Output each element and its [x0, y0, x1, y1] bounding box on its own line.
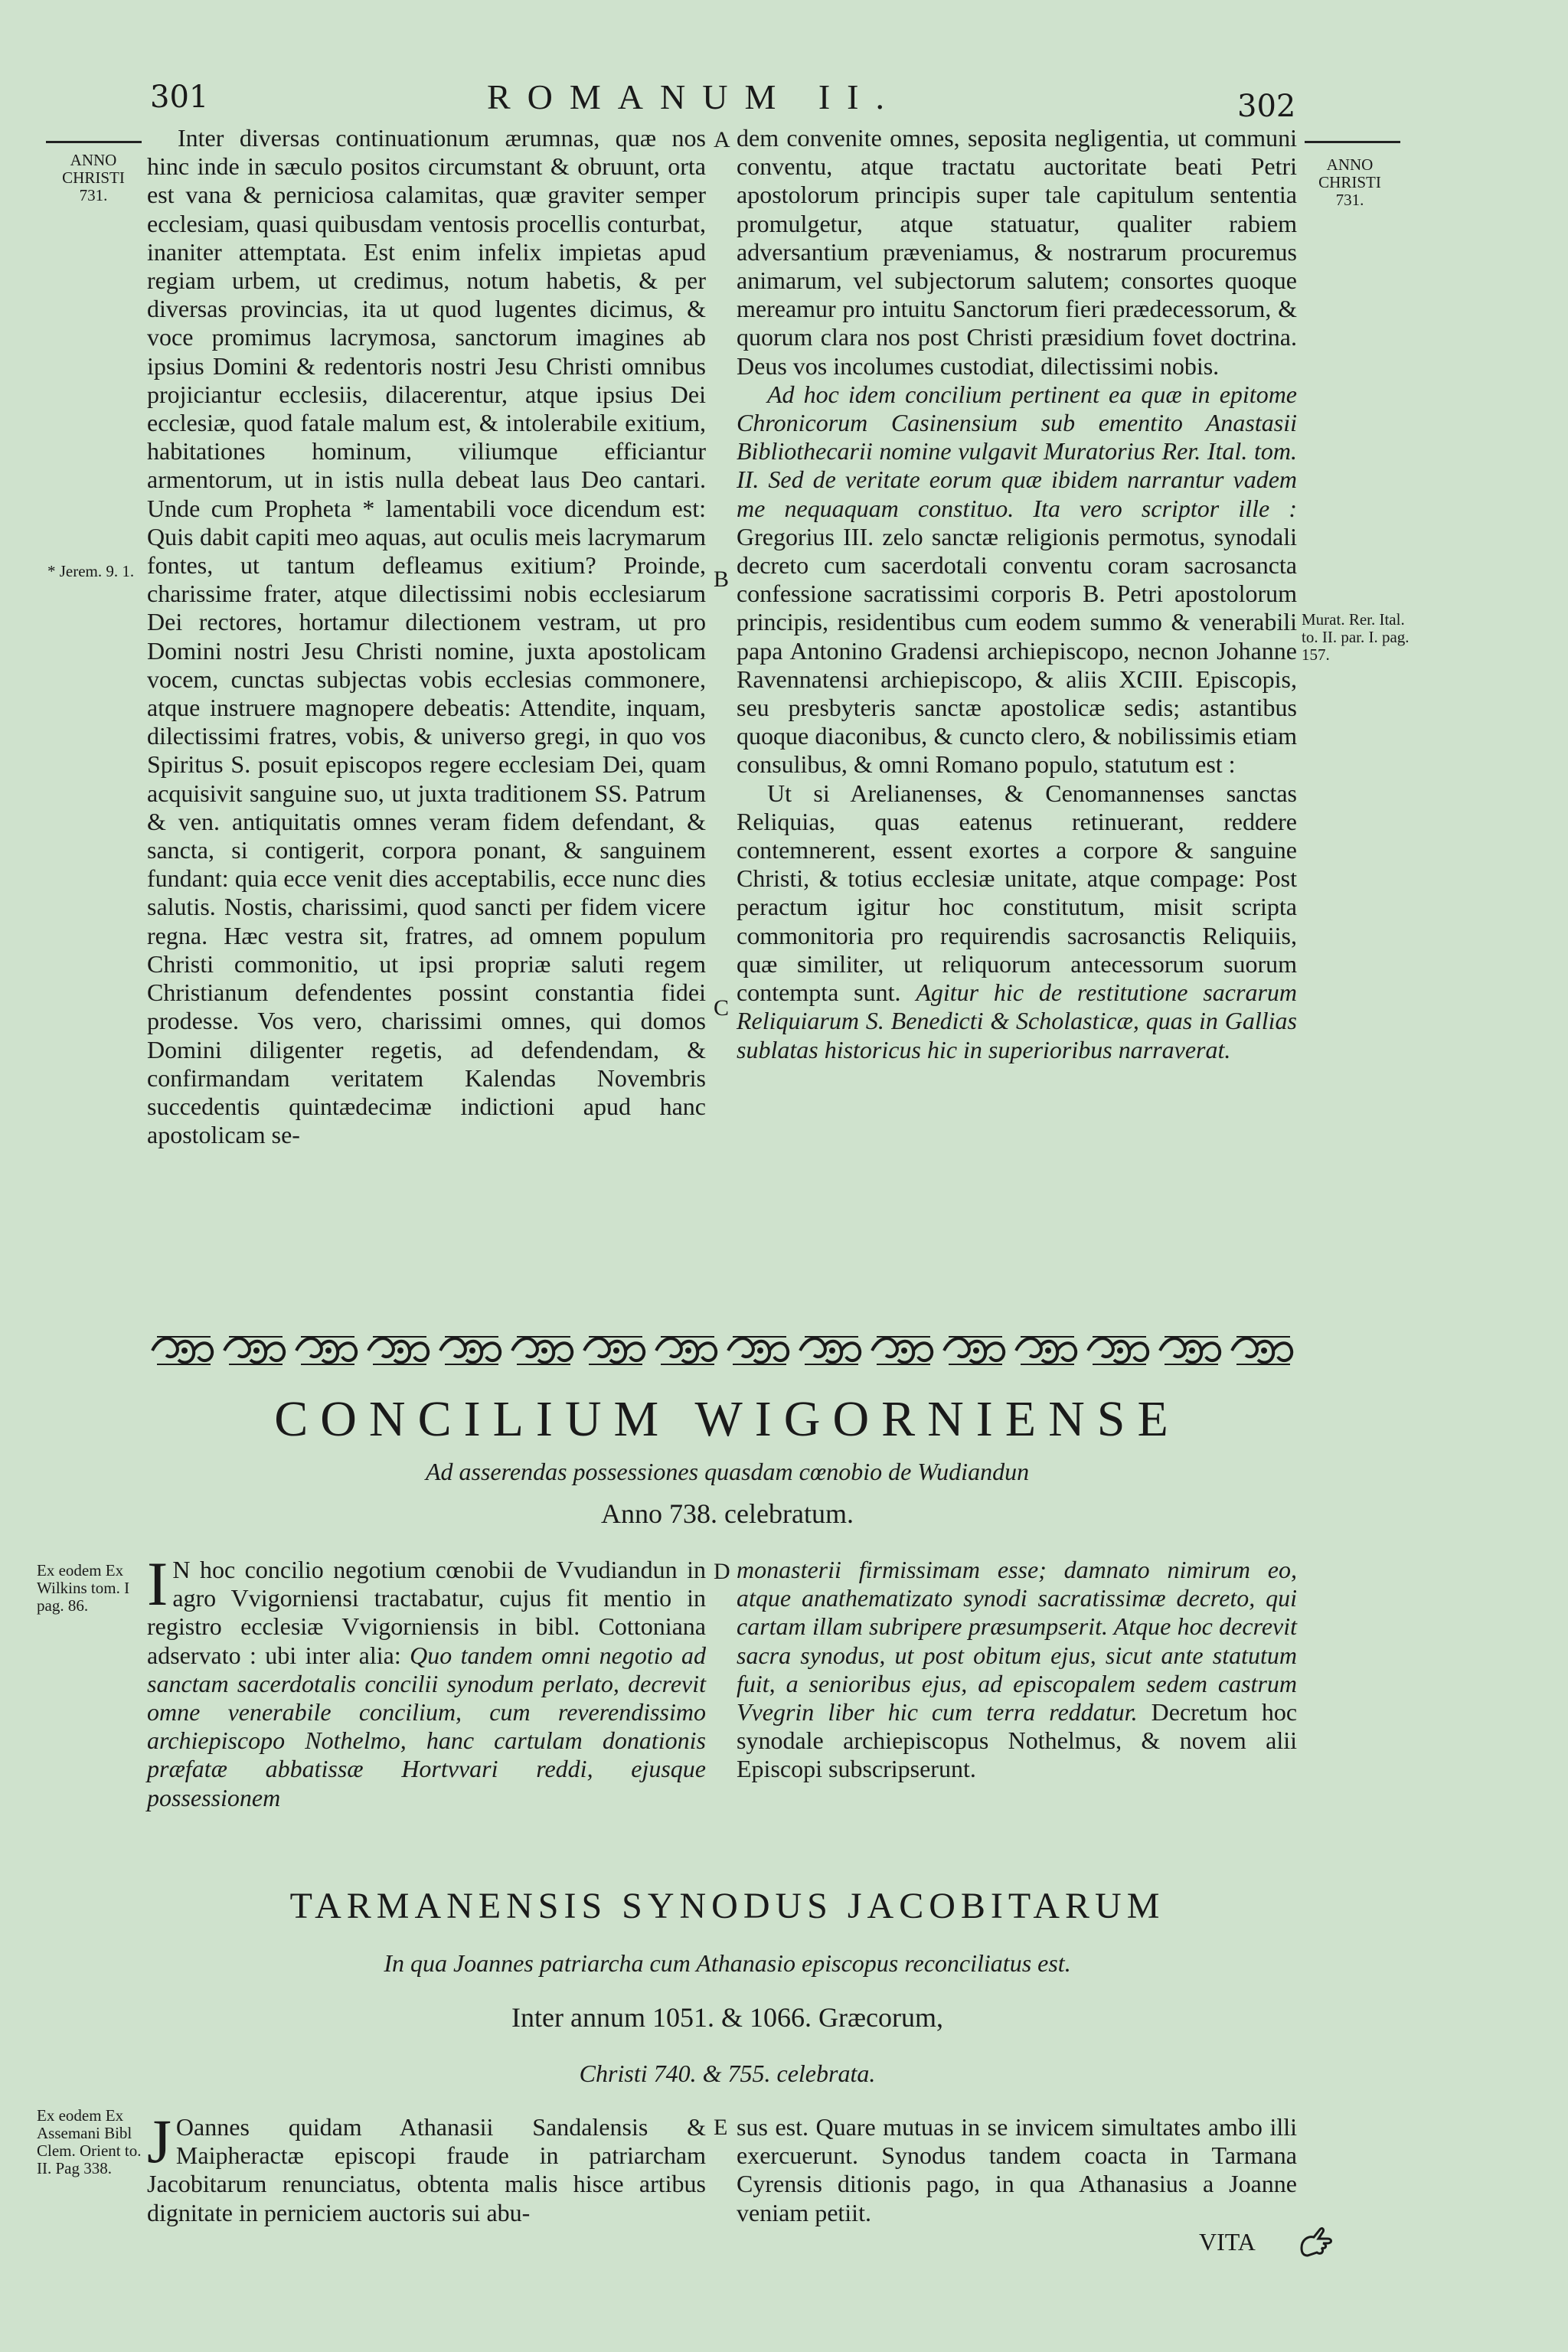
section1-right-quote: monasterii firmissimam esse; damnato nimirum eo, atque anathematizato synodi sacratissimæ decreto, qui cartam illam subripere præsumpserit. Atque hoc decrevit sacra synodus, ut post obitum ejus, sicut ante statutum fuit, a senioribus ejus, ad episcopalem sedem castrum Vvegrin liber hic cum terra reddatur. [737, 1556, 1297, 1726]
marker-d: D [714, 1559, 730, 1584]
section1-left-column [147, 1549, 707, 1812]
margin-jerem: * Jerem. 9. 1. [47, 562, 135, 580]
section2-year-christi: Christi 740. & 755. celebrata. [579, 2060, 876, 2087]
left-column-text: Inter diversas continuationum ærumnas, quæ nos hinc inde in sæculo positos circumstant & obruunt, orta est vana & perniciosa calamitas, quæ graviter semper ecclesiam, quasi quibusdam ventosis procellis conturbat, inaniter attemptata. Est enim infelix impietas apud regiam urbem, ut credimus, notum habetis, & per diversas provincias, ita ut quod lugentes dicimus, & voce promimus lacrymosa, sanctorum imagines ab ipsius Domini & redentoris nostri Jesu Christi omnibus projiciantur ecclesiis, dilacerentur, atque ipsius Dei ecclesiæ, quod fatale malum est, & intolerabile exitium, habitationes hominum, viliumque efficiantur armentorum, ut in istis nulla debeat laus Deo cantari. Unde cum Propheta * lamentabili voce dicendum est: Quis dabit capiti meo aquas, aut oculis meis lacrymarum fontes, ut tantum defleamus exitium? Proinde, charissime frater, atque dilectissimi nobis ecclesiarum Dei rectores, hortamur dilectionem vestram, ut pro Domini nostri Jesu Christi nomine, juxta apostolicam vocem, cunctas subjectas vobis ecclesias commonere, atque instruere magnopere debeatis: Attendite, inquam, dilectissimi fratres, vobis, & universo gregi, in quo vos Spiritus S. posuit episcopos regere ecclesiam Dei, quam acquisivit sanguine suo, ut juxta traditionem SS. Patrum & ven. antiquitatis omnes veram fidem defendant, & sancta, si contigerit, corpora ponant, & sanguinem fundant: quia ecce venit dies acceptabilis, ecce nunc dies salutis. Nostis, charissimi, quod sancti per fidem vicere regna. Hæc vestra sit, fratres, ad omnem populum Christi commonitio, ut ipsi propriæ saluti regem Christianum defendentes possint constantia fidei prodesse. Vos vero, charissimi omnes, qui domos Domini diligenter regetis, ad defendendam, & confirmandam veritatem Kalendas Novembris succedentis quintædecimæ indictioni apud hanc apostolicam se- [147, 124, 706, 1149]
drop-capital-i: I [147, 1549, 168, 1619]
section2-subtitle: In qua Joannes patriarcha cum Athanasio episcopus reconciliatus est. [384, 1949, 1071, 1977]
margin-wilkins: Ex eodem Ex Wilkins tom. I pag. 86. [37, 1561, 130, 1615]
section1-right-column [737, 1556, 1297, 1784]
section2-title: TARMANENSIS SYNODUS JACOBITARUM [289, 1886, 1165, 1926]
section1-left-text: N hoc concilio negotium cœnobii de Vvudiandun in agro Vvigorniensi tractabatur, cujus fit mentio in registro ecclesiæ Vvigorniensis in bibl. Cottoniana adservato : ubi inter alia: [147, 1556, 706, 1669]
page-number-left: 301 [150, 80, 209, 115]
marker-c: C [714, 995, 730, 1021]
fleuron-band-icon [149, 1331, 1298, 1370]
margin-rule-right [1305, 141, 1400, 143]
section2-left-text: Oannes quidam Athanasii Sandalensis & Maipheractæ episcopi fraude in patriarcham Jacobitarum renunciatus, obtenta malis hisce artibus dignitate in perniciem auctoris sui abu- [147, 2113, 706, 2226]
section2-year-range: Inter annum 1051. & 1066. Græcorum, [511, 2002, 943, 2033]
right-column-p1: dem convenite omnes, seposita negligentia, ut communi conventu, atque tractatu auctoritate beati Petri apostolorum principis super tale capitulum sententia promulgetur, atque statuatur, qualiter rabiem adversantium præveniamus, & nostrarum procuremus animarum, vel subjectorum salutem; consortes quoque mereamur pro intuitu Sanctorum fieri prædecessorum, & quorum clara nos post Christi præsidium fovet doctrina. Deus vos incolumes custodiat, dilectissimi nobis. [737, 124, 1297, 380]
section1-year: Anno 738. celebratum. [601, 1498, 854, 1529]
left-column [147, 124, 706, 1149]
right-column-p2: Gregorius III. zelo sanctæ religionis permotus, synodali decreto cum sacerdotali conventu coram sacrosancta confessione sacratissimi corporis B. Petri apostolorum principis, residentibus cum eodem summo & venerabili papa Antonino Gradensi archiepiscopo, necnon Johanne Ravennatensi archiepiscopo, & aliis XCIII. Episcopis, seu presbyteris sanctæ apostolicæ sedis; astantibus quoque diaconibus, & cuncto clero, & nobilissimis etiam consulibus, & omni Romano populo, statutum est : [737, 522, 1297, 779]
marker-a: A [714, 127, 730, 152]
section2-right-column [737, 2113, 1297, 2227]
drop-capital-j: J [147, 2106, 172, 2176]
pointing-hand-icon [1297, 2225, 1335, 2263]
marker-b: B [714, 567, 730, 592]
right-column [737, 124, 1297, 1064]
right-column-editorial-note: Ad hoc idem concilium pertinent ea quæ in epitome Chronicorum Casinensium sub ementito Anastasii Bibliothecarii nomine vulgavit Muratorius Rer. Ital. tom. II. Sed de veritate eorum quæ ibidem narrantur vadem me nequaquam constituo. Ita vero scriptor ille : [737, 380, 1297, 522]
margin-assemani: Ex eodem Ex Assemani Bibl Clem. Orient to. II. Pag 338. [37, 2106, 142, 2177]
section1-subtitle: Ad asserendas possessiones quasdam cœnobio de Wudiandun [425, 1458, 1030, 1485]
catchword: VITA [1199, 2228, 1256, 2256]
margin-murat: Murat. Rer. Ital. to. II. par. I. pag. 157. [1302, 610, 1410, 664]
margin-rule-left [46, 141, 142, 143]
section1-right-text: Decretum hoc synodale archiepiscopus Nothelmus, & novem alii Episcopi subscripserunt. [737, 1698, 1298, 1783]
running-title: ROMANUM II. [487, 77, 901, 116]
margin-anno-right: ANNO CHRISTI 731. [1318, 155, 1381, 209]
right-column-p3: Ut si Arelianenses, & Cenomannenses sanctas Reliquias, quas eatenus retinuerant, reddere contemnerent, essent exortes a corpore & sanguine Christi, & totius ecclesiæ unitate, atque compage: Post peractum igitur hoc constitutum, misit scripta commonitoria pro requirendis sacrosanctis Reliquiis, quæ similiter, ut reliquorum antecessorum suorum contempta sunt. [737, 779, 1297, 1007]
margin-anno-left: ANNO CHRISTI 731. [62, 151, 125, 204]
section2-right-text: sus est. Quare mutuas in se invicem simultates ambo illi exercuerunt. Synodus tandem coacta in Tarmana Cyrensis ditionis pago, in qua Athanasius a Joanne veniam petiit. [737, 2113, 1297, 2226]
marker-e: E [714, 2115, 728, 2140]
section1-left-quote: Quo tandem omni negotio ad sanctam sacerdotalis concilii synodum perlato, decrevit omne venerabile concilium, cum reverendissimo archiepiscopo Nothelmo, hanc cartulam donationis præfatæ abbatissæ Hortvvari reddi, ejusque possessionem [147, 1641, 707, 1811]
section2-left-column [147, 2106, 706, 2227]
section1-title: CONCILIUM WIGORNIENSE [274, 1391, 1181, 1447]
page-number-right: 302 [1237, 89, 1296, 124]
right-column-editorial-note-2: Agitur hic de restitutione sacrarum Reliquiarum S. Benedicti & Scholasticæ, quas in Gallias sublatas historicus hic in superioribus narraverat. [737, 978, 1298, 1063]
